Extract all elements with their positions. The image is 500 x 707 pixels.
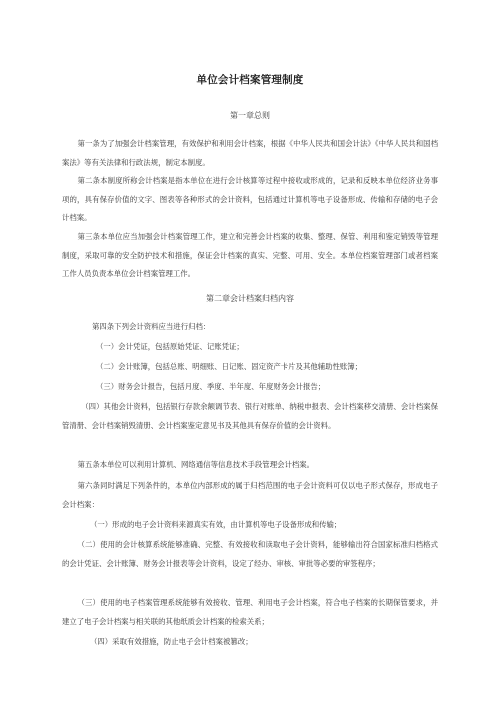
article-3: 第三条本单位应当加强会计档案管理工作，建立和完善会计档案的收集、整理、保管、利用和鉴定销毁等管理制度，采取可靠的安全防护技术和措施，保证会计档案的真实、完整、可用、安全。本单位档案管理部门或者档案工作人员负责本单位会计档案管理工作。 — [62, 232, 438, 278]
article-6-item-4: （四）采取有效措施，防止电子会计档案被篡改； — [90, 637, 253, 646]
chapter-1-heading: 第一章总则 — [230, 111, 270, 120]
article-1: 第一条为了加强会计档案管理，有效保护和利用会计档案，根据《中华人民共和国会计法》《中华人民共和国档案法》等有关法律和行政法规，制定本制度。 — [62, 139, 438, 167]
article-6-item-2: （二）使用的会计核算系统能够准确、完整、有效接收和读取电子会计资料，能够输出符合国家标准归档格式的会计凭证、会计账簿、财务会计报表等会计资料，设定了经办、审核、审批等必要的审签程序； — [62, 540, 438, 568]
article-4-item-3: （三）财务会计报告，包括月度、季度、半年度、年度财务会计报告； — [96, 382, 326, 391]
article-6-item-1: （一）形成的电子会计资料来源真实有效，由计算机等电子设备形成和传输； — [90, 520, 342, 529]
chapter-2-heading: 第二章会计档案归档内容 — [206, 294, 294, 303]
document-title: 单位会计档案管理制度 — [196, 74, 304, 86]
article-4-item-2: （二）会计账簿，包括总账、明细账、日记账、固定资产卡片及其他辅助性账簿； — [96, 362, 363, 371]
article-4: 第四条下列会计资料应当进行归档： — [92, 322, 211, 331]
article-5: 第五条本单位可以利用计算机、网络通信等信息技术手段管理会计档案。 — [77, 460, 315, 469]
article-2: 第二条本制度所称会计档案是指本单位在进行会计核算等过程中接收或形成的，记录和反映本单位经济业务事项的，具有保存价值的文字、图表等各种形式的会计资料，包括通过计算机等电子设备形成、传输和存储的电子会计档案。 — [62, 176, 438, 222]
article-4-item-1: （一）会计凭证，包括原始凭证、记账凭证； — [96, 342, 244, 351]
article-6-item-3: （三）使用的电子档案管理系统能够有效接收、管理、利用电子会计档案，符合电子档案的长期保管要求，并建立了电子会计档案与相关联的其他纸质会计档案的检索关系； — [62, 598, 438, 626]
article-6: 第六条同时满足下列条件的，本单位内部形成的属于归档范围的电子会计资料可仅以电子形式保存，形成电子会计档案： — [62, 481, 438, 509]
article-4-item-4: （四）其他会计资料，包括银行存款余额调节表、银行对账单、纳税申报表、会计档案移交清册、会计档案保管清册、会计档案销毁清册、会计档案鉴定意见书及其他具有保存价值的会计资料。 — [62, 402, 438, 430]
